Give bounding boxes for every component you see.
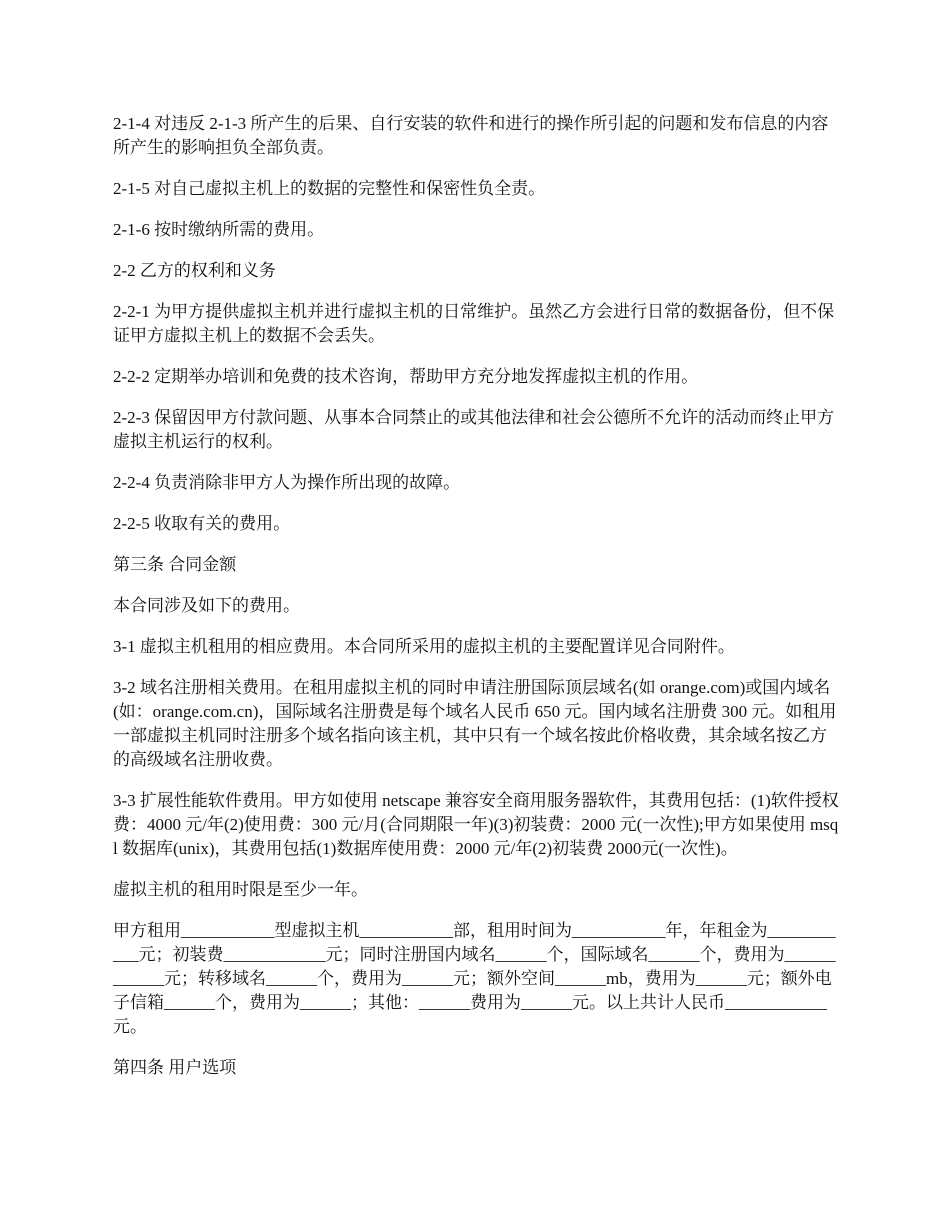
fees-intro: 本合同涉及如下的费用。 (113, 596, 300, 615)
clause-3-2: 3-2 域名注册相关费用。在租用虚拟主机的同时申请注册国际顶层域名(如 orange.com)或国内域名(如：orange.com.cn)，国际域名注册费是每个域名人民币 650 元。国内域名注册费 300 元。如租用一部虚拟主机同时注册多个域名指向该主机，其中只有一个域名按此价格收费，其余域名按乙方的高级域名注册收费。 (113, 678, 837, 769)
clause-2-1-4: 2-1-4 对违反 2-1-3 所产生的后果、自行安装的软件和进行的操作所引起的问题和发布信息的内容所产生的影响担负全部负责。 (113, 114, 829, 157)
clause-2-2-5: 2-2-5 收取有关的费用。 (113, 514, 291, 533)
clause-2-2-1: 2-2-1 为甲方提供虚拟主机并进行虚拟主机的日常维护。虽然乙方会进行日常的数据备份，但不保证甲方虚拟主机上的数据不会丢失。 (113, 302, 835, 345)
article-4-heading: 第四条 用户选项 (113, 1058, 237, 1077)
article-3-heading: 第三条 合同金额 (113, 555, 237, 574)
clause-2-1-6: 2-1-6 按时缴纳所需的费用。 (113, 220, 325, 239)
clause-2-2-3: 2-2-3 保留因甲方付款问题、从事本合同禁止的或其他法律和社会公德所不允许的活动而终止甲方虚拟主机运行的权利。 (113, 408, 835, 451)
fee-fill-in-paragraph: 甲方租用___________型虚拟主机___________部，租用时间为___________年，年租金为___________元；初装费____________元；同时注册国内域名______个，国际域名______个，费用为____________元；转移域名______个，费用为______元；额外空间______mb，费用为______元；额外电子信箱______个，费用为______；其他：______费用为______元。以上共计人民币____________元。 (113, 921, 836, 1036)
clause-2-2-2: 2-2-2 定期举办培训和免费的技术咨询，帮助甲方充分地发挥虚拟主机的作用。 (113, 367, 699, 386)
clause-2-1-5: 2-1-5 对自己虚拟主机上的数据的完整性和保密性负全责。 (113, 179, 546, 198)
section-heading-2-2: 2-2 乙方的权利和义务 (113, 261, 276, 280)
clause-2-2-4: 2-2-4 负责消除非甲方人为操作所出现的故障。 (113, 473, 461, 492)
clause-3-1: 3-1 虚拟主机租用的相应费用。本合同所采用的虚拟主机的主要配置详见合同附件。 (113, 637, 735, 656)
clause-3-3: 3-3 扩展性能软件费用。甲方如使用 netscape 兼容安全商用服务器软件，其费用包括：(1)软件授权费：4000 元/年(2)使用费：300 元/月(合同期限一年)(3)初装费：2000 元(一次性);甲方如果使用 msql 数据库(unix)，其费用包括(1)数据库使用费：2000 元/年(2)初装费 2000元(一次性)。 (113, 791, 839, 858)
document-body (113, 112, 841, 1097)
rental-term: 虚拟主机的租用时限是至少一年。 (113, 880, 368, 899)
